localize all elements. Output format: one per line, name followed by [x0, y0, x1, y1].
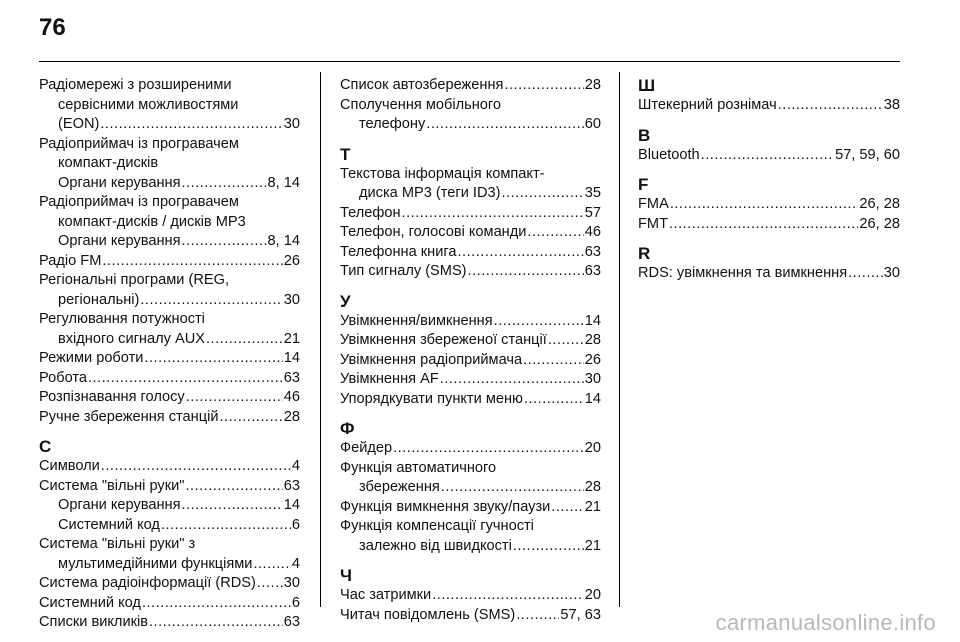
entry-page: 46: [584, 224, 601, 240]
entry-page: 63: [283, 477, 300, 494]
section-letter: Т: [340, 144, 351, 164]
entry-page: 20: [584, 440, 601, 456]
entry-text: Режими роботи: [39, 350, 144, 366]
dot-leader: [88, 369, 283, 389]
entry-page: 30: [283, 291, 300, 308]
entry-page: 63: [283, 614, 300, 630]
entry-page: 21: [283, 330, 300, 347]
index-entry: [340, 96, 601, 135]
entry-text: Увімкнення/вимкнення: [340, 312, 493, 329]
section-letter: R: [638, 244, 651, 263]
dot-leader: [848, 264, 883, 284]
entry-text: Упорядкувати пункти меню: [340, 390, 523, 407]
index-entry: [340, 262, 601, 282]
entry-page: 26, 28: [859, 196, 900, 212]
index-entry: [39, 388, 300, 408]
dot-leader: [670, 195, 859, 215]
entry-text: вхідного сигналу AUX: [58, 330, 205, 347]
index-entry: [340, 243, 601, 263]
entry-page: 57, 59, 60: [835, 146, 900, 163]
dot-leader: [186, 388, 283, 408]
entry-text: Читач повідомлень (SMS): [340, 606, 516, 623]
entry-page: 57, 63: [560, 606, 601, 623]
entry-text: компакт-дисків / дисків MP3: [58, 213, 246, 230]
entry-text: Система "вільні руки" з: [39, 536, 196, 552]
dot-leader: [149, 613, 283, 633]
entry-page: 28: [584, 77, 601, 93]
entry-text: Телефон: [340, 204, 401, 221]
section-letter: Ч: [340, 566, 352, 585]
entry-text: Регіональні програми (REG,: [39, 272, 230, 288]
dot-leader: [432, 586, 584, 606]
dot-leader: [426, 115, 584, 135]
index-entry: [39, 76, 300, 135]
index-entry: [39, 477, 300, 497]
entry-text: Функція компенсації гучності: [340, 518, 534, 534]
section-letter: С: [39, 437, 52, 456]
index-entry: [39, 349, 300, 369]
entry-text: Радіоприймач із програвачем: [39, 194, 239, 210]
dot-leader: [523, 351, 584, 371]
index-entry: [39, 535, 300, 574]
entry-page: 26: [584, 351, 601, 368]
entry-text: збереження: [359, 479, 440, 495]
watermark: carmanualsonline.info: [715, 610, 936, 635]
index-column-2: [340, 76, 601, 625]
entry-page: 4: [291, 555, 300, 572]
entry-text: Телефонна книга: [340, 243, 457, 260]
entry-text: Увімкнення радіоприймача: [340, 351, 523, 368]
index-entry: [340, 390, 601, 410]
entry-text: залежно від швидкості: [359, 537, 512, 554]
dot-leader: [100, 115, 282, 135]
entry-page: 30: [883, 265, 900, 281]
entry-text: Сполучення мобільного: [340, 96, 502, 113]
index-entry: [340, 331, 601, 351]
entry-page: 30: [584, 371, 601, 387]
entry-page: 60: [584, 116, 601, 132]
index-entry: [39, 135, 300, 174]
index-entry: [340, 370, 601, 390]
index-entry: [638, 146, 900, 166]
dot-leader: [144, 349, 282, 369]
entry-text: Система радіоінформації (RDS): [39, 575, 256, 591]
entry-page: 26: [283, 252, 300, 269]
dot-leader: [516, 606, 559, 626]
entry-text: сервісними можливостями: [58, 96, 239, 113]
entry-page: 14: [584, 312, 601, 329]
dot-leader: [161, 516, 291, 536]
entry-page: 8, 14: [267, 233, 300, 249]
entry-page: 28: [584, 332, 601, 348]
index-entry: [340, 517, 601, 556]
entry-text: диска MP3 (теги ID3): [359, 185, 501, 201]
dot-leader: [142, 594, 291, 614]
dot-leader: [182, 496, 283, 516]
entry-text: Функція вимкнення звуку/паузи: [340, 498, 551, 515]
entry-page: 8, 14: [267, 174, 300, 191]
dot-leader: [524, 390, 584, 410]
entry-page: 30: [283, 575, 300, 591]
dot-leader: [441, 478, 584, 498]
index-entry: [39, 408, 300, 428]
entry-page: 21: [584, 498, 601, 515]
entry-text: Радіо FM: [39, 252, 102, 269]
entry-text: мультимедійними функціями: [58, 555, 253, 572]
index-entry: [39, 613, 300, 633]
index-entry: [39, 496, 300, 516]
index-entry: [340, 459, 601, 498]
entry-page: 4: [291, 458, 300, 474]
entry-text: Символи: [39, 458, 100, 474]
entry-text: Функція автоматичного: [340, 459, 497, 476]
entry-text: FMA: [638, 196, 669, 212]
entry-text: Увімкнення збереженої станції: [340, 332, 547, 348]
index-entry: [638, 215, 900, 235]
index-entry: [340, 498, 601, 518]
entry-text: Списки викликів: [39, 614, 148, 630]
entry-text: Органи керування: [58, 497, 181, 513]
entry-page: 57: [584, 204, 601, 221]
index-column-3: [638, 76, 900, 284]
index-entry: [39, 369, 300, 389]
entry-page: 63: [584, 263, 601, 279]
entry-text: телефону: [359, 116, 426, 132]
dot-leader: [548, 331, 584, 351]
column-divider-1: [320, 72, 321, 607]
index-entry: [39, 574, 300, 594]
dot-leader: [101, 457, 291, 477]
index-entry: [340, 312, 601, 332]
entry-text: FMT: [638, 215, 668, 232]
entry-page: 21: [584, 537, 601, 554]
entry-page: 20: [584, 587, 601, 603]
entry-text: Тип сигналу (SMS): [340, 263, 467, 279]
dot-leader: [140, 291, 282, 311]
dot-leader: [527, 223, 583, 243]
dot-leader: [206, 330, 283, 350]
dot-leader: [502, 184, 584, 204]
index-entry: [638, 264, 900, 284]
dot-leader: [182, 174, 267, 194]
index-entry: [39, 232, 300, 252]
dot-leader: [102, 252, 282, 272]
entry-text: Радіоприймач із програвачем: [39, 135, 239, 152]
entry-page: 30: [283, 116, 300, 132]
index-entry: [39, 516, 300, 536]
index-entry: [638, 195, 900, 215]
index-column-1: [39, 76, 300, 633]
dot-leader: [551, 498, 583, 518]
dot-leader: [253, 555, 290, 575]
section-letter: B: [638, 125, 651, 145]
entry-page: 14: [283, 350, 300, 366]
dot-leader: [778, 96, 883, 116]
entry-page: 6: [291, 594, 300, 611]
dot-leader: [494, 312, 584, 332]
entry-text: компакт-дисків: [58, 155, 159, 171]
index-entry: [340, 351, 601, 371]
entry-text: Робота: [39, 369, 87, 386]
entry-text: регіональні): [58, 291, 140, 308]
entry-page: 6: [291, 516, 300, 533]
index-entry: [39, 310, 300, 349]
dot-leader: [669, 215, 858, 235]
dot-leader: [440, 370, 584, 390]
entry-text: Фейдер: [340, 440, 393, 456]
dot-leader: [468, 262, 584, 282]
entry-page: 14: [283, 497, 300, 513]
entry-text: Регулювання потужності: [39, 311, 205, 327]
index-entry: [340, 606, 601, 626]
entry-text: RDS: увімкнення та вимкнення: [638, 265, 848, 281]
header-rule: [39, 61, 900, 62]
entry-text: Ручне збереження станцій: [39, 408, 219, 425]
index-entry: [39, 174, 300, 194]
index-entry: [340, 165, 601, 204]
entry-text: Система "вільні руки": [39, 477, 185, 494]
dot-leader: [393, 439, 584, 459]
entry-text: Системний код: [39, 594, 141, 611]
entry-text: Bluetooth: [638, 146, 700, 163]
index-entry: [340, 76, 601, 96]
page-number: 76: [39, 14, 66, 41]
index-entry: [39, 271, 300, 310]
section-letter: Ш: [638, 76, 656, 95]
index-entry: [340, 586, 601, 606]
section-letter: Ф: [340, 419, 355, 438]
index-entry: [340, 204, 601, 224]
dot-leader: [219, 408, 282, 428]
entry-page: 38: [883, 97, 900, 113]
entry-text: Радіомережі з розширеними: [39, 77, 232, 93]
entry-text: Системний код: [58, 516, 160, 533]
entry-text: Список автозбереження: [340, 77, 504, 93]
entry-text: (EON): [58, 116, 100, 132]
entry-text: Час затримки: [340, 587, 432, 603]
entry-page: 26, 28: [859, 215, 900, 232]
dot-leader: [257, 574, 283, 594]
index-entry: [340, 223, 601, 243]
index-entry: [340, 439, 601, 459]
entry-page: 14: [584, 390, 601, 407]
index-entry: [39, 252, 300, 272]
index-entry: [638, 96, 900, 116]
dot-leader: [701, 146, 834, 166]
entry-page: 35: [584, 185, 601, 201]
entry-text: Штекерний рознімач: [638, 97, 777, 113]
entry-text: Органи керування: [58, 233, 181, 249]
entry-text: Увімкнення AF: [340, 371, 439, 387]
index-entry: [39, 594, 300, 614]
dot-leader: [513, 537, 584, 557]
section-letter: У: [340, 291, 351, 311]
dot-leader: [185, 477, 282, 497]
dot-leader: [504, 76, 583, 96]
entry-page: 63: [584, 243, 601, 260]
column-divider-2: [619, 72, 620, 607]
entry-text: Розпізнавання голосу: [39, 389, 185, 405]
dot-leader: [402, 204, 584, 224]
entry-text: Органи керування: [58, 174, 181, 191]
entry-page: 46: [283, 389, 300, 405]
dot-leader: [182, 232, 267, 252]
dot-leader: [458, 243, 584, 263]
index-entry: [39, 457, 300, 477]
index-entry: [39, 193, 300, 232]
entry-page: 63: [283, 369, 300, 386]
entry-text: Телефон, голосові команди: [340, 224, 527, 240]
section-letter: F: [638, 175, 649, 194]
entry-page: 28: [584, 479, 601, 495]
entry-text: Текстова інформація компакт-: [340, 165, 545, 182]
entry-page: 28: [283, 408, 300, 425]
